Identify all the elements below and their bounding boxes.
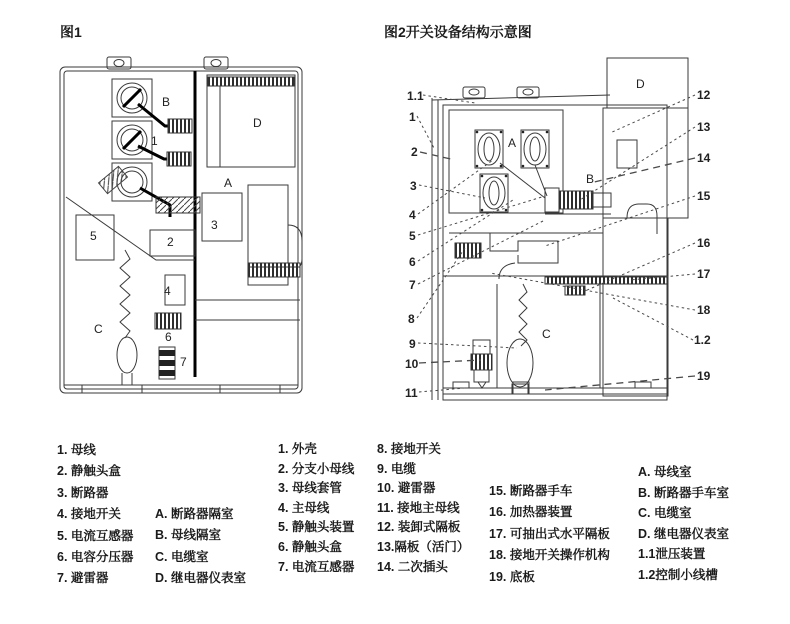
fig2-callout: 4 bbox=[409, 208, 416, 222]
cabinet-outline bbox=[60, 57, 302, 393]
legend-item: D. 继电器仪表室 bbox=[155, 571, 246, 586]
fig2-callout: 1 bbox=[409, 110, 416, 124]
legend-fig2-items-1-7 bbox=[278, 440, 354, 577]
figure1-title: 图1 bbox=[60, 24, 82, 40]
legend-item: 1.1泄压装置 bbox=[638, 547, 706, 562]
bushing-icon bbox=[521, 130, 549, 168]
legend-item: 6. 静触头盒 bbox=[278, 539, 342, 554]
legend-item: 16. 加热器装置 bbox=[489, 505, 573, 520]
fig2-callout: 8 bbox=[408, 312, 415, 326]
fig2-callout: 6 bbox=[409, 255, 416, 269]
contact-assembly bbox=[545, 188, 611, 214]
bushing-icon bbox=[480, 174, 508, 212]
cabinet-outline bbox=[432, 58, 688, 400]
fig1-label: 3 bbox=[211, 218, 218, 232]
branch-connector-icon bbox=[167, 152, 191, 166]
legend-item: 4. 接地开关 bbox=[57, 507, 121, 522]
legend-item: 8. 接地开关 bbox=[377, 442, 441, 456]
fig2-callout: 19 bbox=[697, 369, 711, 383]
legend-item: C. 电缆室 bbox=[155, 549, 209, 564]
fig1-label: 1 bbox=[151, 134, 158, 148]
fig2-callout: 10 bbox=[405, 357, 419, 371]
legend-item: 17. 可抽出式水平隔板 bbox=[489, 526, 610, 541]
fig1-label: B bbox=[162, 95, 171, 109]
bushing-icon bbox=[475, 130, 503, 168]
legend-fig1-rooms bbox=[155, 504, 246, 590]
fig2-callout: 7 bbox=[409, 278, 416, 292]
elbow-duct bbox=[627, 204, 657, 234]
fig2-callout: 2 bbox=[411, 145, 418, 159]
busbar-insulators bbox=[99, 79, 192, 217]
capacitor-divider-icon bbox=[155, 313, 181, 329]
legend-item: 6. 电容分压器 bbox=[57, 550, 134, 565]
legend-item: 9. 电缆 bbox=[377, 461, 416, 476]
fig2-label: D bbox=[636, 77, 645, 91]
busbar-compartment bbox=[449, 110, 563, 213]
fig2-callout: 14 bbox=[697, 151, 711, 165]
heater-icon bbox=[565, 286, 585, 295]
legend-item: 1. 母线 bbox=[57, 443, 96, 457]
figure1-drawing bbox=[52, 55, 312, 405]
legend-item: 11. 接地主母线 bbox=[377, 500, 460, 515]
breaker-assembly bbox=[195, 185, 302, 320]
legend-item: A. 母线室 bbox=[638, 465, 692, 479]
fig1-label: 2 bbox=[167, 235, 174, 249]
fig2-callout: 9 bbox=[409, 337, 416, 351]
legend-fig2-items-8-14 bbox=[377, 440, 469, 577]
fig1-label: 5 bbox=[90, 229, 97, 243]
legend-item: 2. 分支小母线 bbox=[278, 461, 355, 476]
legend-item: 1. 外壳 bbox=[278, 442, 317, 456]
cable bbox=[507, 284, 533, 394]
legend-fig1-items bbox=[57, 440, 133, 590]
fig1-label: D bbox=[253, 116, 262, 130]
branch-connector-icon bbox=[168, 119, 192, 133]
fig1-label: 7 bbox=[180, 355, 187, 369]
legend-fig2-items-15-19 bbox=[489, 481, 610, 588]
legend-fig2-rooms bbox=[638, 462, 729, 586]
bushing-icon bbox=[99, 163, 152, 201]
legend-item: 13.隔板（活门） bbox=[377, 539, 470, 554]
figure2-title: 图2开关设备结构示意图 bbox=[384, 24, 532, 40]
fig2-callout: 15 bbox=[697, 189, 711, 203]
fig2-callout: 1.2 bbox=[694, 333, 711, 347]
legend-item: 3. 断路器 bbox=[57, 485, 109, 500]
fig2-callout: 18 bbox=[697, 303, 711, 317]
fig1-label: 4 bbox=[164, 284, 171, 298]
legend-item: 1.2控制小线槽 bbox=[638, 567, 718, 582]
top-right-box bbox=[607, 58, 688, 108]
surge-arrester-icon bbox=[159, 347, 175, 379]
legend-item: 3. 母线套管 bbox=[278, 481, 342, 496]
breaker-handcart bbox=[449, 233, 603, 279]
bushing-icon bbox=[112, 121, 152, 159]
earthing-switch bbox=[455, 243, 481, 258]
cable-room bbox=[471, 284, 600, 394]
legend-item: 7. 电流互感器 bbox=[278, 559, 355, 574]
fig2-callout: 1.1 bbox=[407, 89, 424, 103]
figure2-drawing bbox=[395, 48, 725, 413]
fig2-label: A bbox=[508, 136, 517, 150]
legend-item: C. 电缆室 bbox=[638, 506, 692, 521]
legend-item: B. 断路器手车室 bbox=[638, 485, 729, 500]
surge-arrester-icon bbox=[471, 340, 492, 388]
fig1-label: C bbox=[94, 322, 103, 336]
legend-item: 7. 避雷器 bbox=[57, 571, 109, 586]
fig1-label: A bbox=[224, 176, 233, 190]
relay-compartment bbox=[207, 75, 295, 167]
legend-item: 14. 二次插头 bbox=[377, 559, 448, 574]
fig2-label: B bbox=[586, 172, 595, 186]
lower-right-panel bbox=[603, 218, 668, 396]
legend-item: 2. 静触头盒 bbox=[57, 464, 121, 479]
fig2-callouts-right bbox=[694, 88, 711, 383]
fig2-callout: 13 bbox=[697, 120, 711, 134]
legend-item: 12. 装卸式隔板 bbox=[377, 520, 461, 535]
legend-item: 4. 主母线 bbox=[278, 500, 330, 515]
legend-item: 19. 底板 bbox=[489, 569, 535, 584]
lifting-lug-icon bbox=[517, 87, 539, 98]
fig2-callout: 16 bbox=[697, 236, 711, 250]
fig1-label: 6 bbox=[165, 330, 172, 344]
fig2-callout: 12 bbox=[697, 88, 711, 102]
legend-item: A. 断路器隔室 bbox=[155, 507, 234, 521]
bushing-sleeve bbox=[156, 197, 200, 213]
lifting-lug-icon bbox=[463, 87, 485, 98]
cable bbox=[117, 250, 137, 385]
fig2-callout: 17 bbox=[697, 267, 711, 281]
legend-item: 18. 接地开关操作机构 bbox=[489, 548, 610, 563]
legend-item: D. 继电器仪表室 bbox=[638, 526, 729, 541]
legend-item: 15. 断路器手车 bbox=[489, 484, 573, 498]
fig2-callouts-left bbox=[405, 89, 424, 400]
fig2-callout: 11 bbox=[405, 386, 418, 400]
fig2-callout: 3 bbox=[410, 179, 417, 193]
horizontal-hatched-band bbox=[248, 267, 300, 277]
fig2-label: C bbox=[542, 327, 551, 341]
relay-compartment bbox=[603, 108, 688, 218]
legend-item: B. 母线隔室 bbox=[155, 528, 221, 543]
legend-item: 5. 电流互感器 bbox=[57, 528, 134, 543]
fig2-callout: 5 bbox=[409, 229, 416, 243]
legend-item: 5. 静触头装置 bbox=[278, 520, 355, 535]
legend-item: 10. 避雷器 bbox=[377, 481, 436, 496]
